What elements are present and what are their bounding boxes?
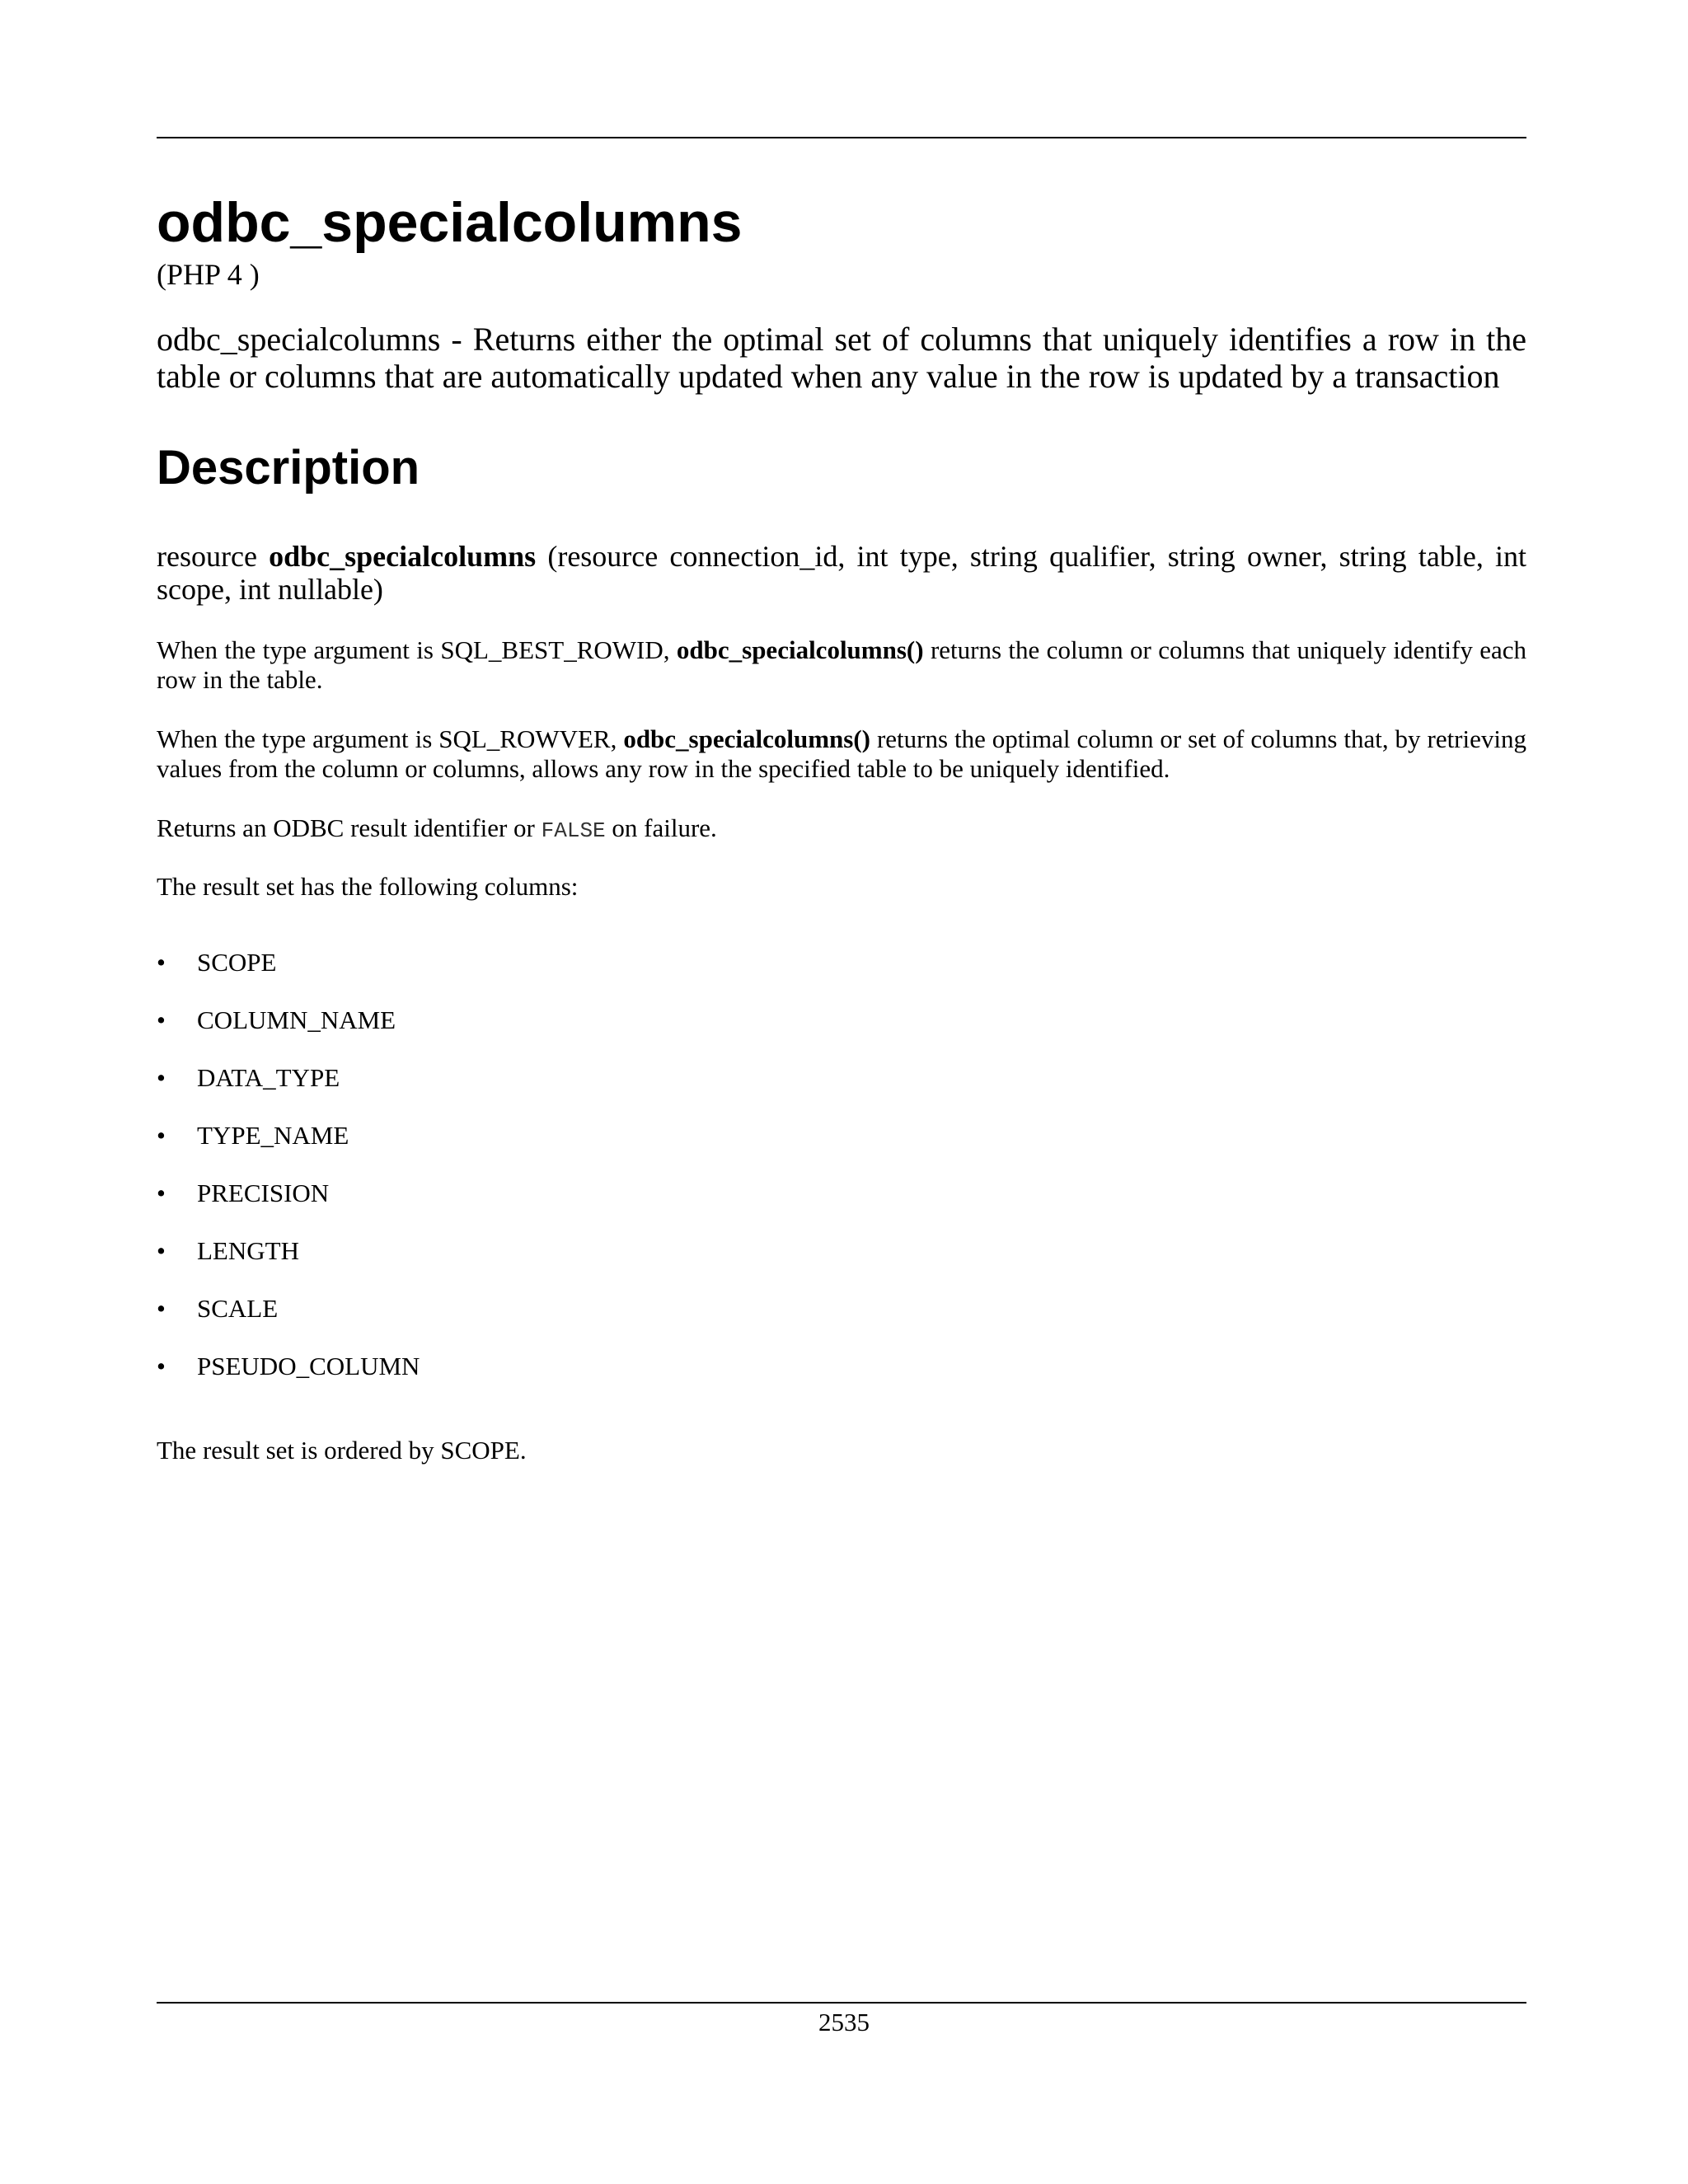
page-number: 2535	[818, 2008, 870, 2036]
bullet-icon: •	[157, 948, 166, 977]
list-item-label: DATA_TYPE	[197, 1063, 340, 1092]
rowver-function: odbc_specialcolumns()	[623, 724, 870, 753]
rowver-text-after: returns the optimal column or set of columns that, by retrieving values from the column or columns, allows any row in the specified table to be uniquely identified.	[157, 724, 1526, 783]
bullet-icon: •	[157, 1236, 166, 1265]
returns-text-after: on failure.	[605, 813, 717, 842]
footer-rule	[157, 2002, 1526, 2004]
list-item	[157, 1005, 1526, 1035]
best-rowid-function: odbc_specialcolumns()	[676, 635, 924, 664]
purpose-paragraph: odbc_specialcolumns - Returns either the optimal set of columns that uniquely identifies a row in the table or columns that are automatically updated when any value in the row is updated by a transaction	[157, 321, 1526, 395]
false-constant: FALSE	[541, 818, 606, 843]
synopsis-return-type: resource	[157, 540, 270, 573]
list-item-label: SCOPE	[197, 948, 277, 977]
list-item	[157, 948, 1526, 977]
document-body	[157, 188, 1526, 1465]
columns-intro-paragraph: The result set has the following columns:	[157, 872, 579, 901]
list-item	[157, 1352, 1526, 1381]
synopsis-function-name: odbc_specialcolumns	[269, 540, 537, 573]
list-item-label: LENGTH	[197, 1236, 299, 1265]
page-title: odbc_specialcolumns	[157, 191, 743, 254]
list-item-label: PRECISION	[197, 1179, 330, 1207]
bullet-icon: •	[157, 1121, 166, 1150]
best-rowid-paragraph	[157, 635, 1526, 695]
bullet-icon: •	[157, 1352, 166, 1380]
list-item	[157, 1236, 1526, 1266]
bullet-icon: •	[157, 1063, 166, 1092]
best-rowid-text-before: When the type argument is SQL_BEST_ROWID,	[157, 635, 677, 664]
function-synopsis	[157, 540, 1526, 606]
list-item-label: PSEUDO_COLUMN	[197, 1352, 420, 1380]
synopsis-params: (resource connection_id, int type, string qualifier, string owner, string table, int scope, int nullable)	[157, 540, 1527, 606]
returns-text-before: Returns an ODBC result identifier or	[157, 813, 542, 842]
list-item	[157, 1179, 1526, 1208]
bullet-icon: •	[157, 1179, 166, 1207]
header-rule	[157, 137, 1526, 138]
description-heading: Description	[157, 441, 420, 494]
list-item	[157, 1121, 1526, 1151]
list-item-label: COLUMN_NAME	[197, 1005, 396, 1034]
list-item-label: TYPE_NAME	[197, 1121, 349, 1150]
rowver-paragraph	[157, 724, 1526, 784]
best-rowid-text-after: returns the column or columns that uniquely identify each row in the table.	[157, 635, 1526, 694]
list-item	[157, 1063, 1526, 1093]
list-item	[157, 1294, 1526, 1324]
list-item-label: SCALE	[197, 1294, 279, 1323]
bullet-icon: •	[157, 1294, 166, 1323]
rowver-text-before: When the type argument is SQL_ROWVER,	[157, 724, 624, 753]
bullet-icon: •	[157, 1005, 166, 1034]
ordering-note: The result set is ordered by SCOPE.	[157, 1436, 527, 1465]
returns-paragraph	[157, 813, 1526, 846]
result-columns-list	[157, 948, 1526, 1381]
version-note: (PHP 4 )	[157, 258, 260, 291]
